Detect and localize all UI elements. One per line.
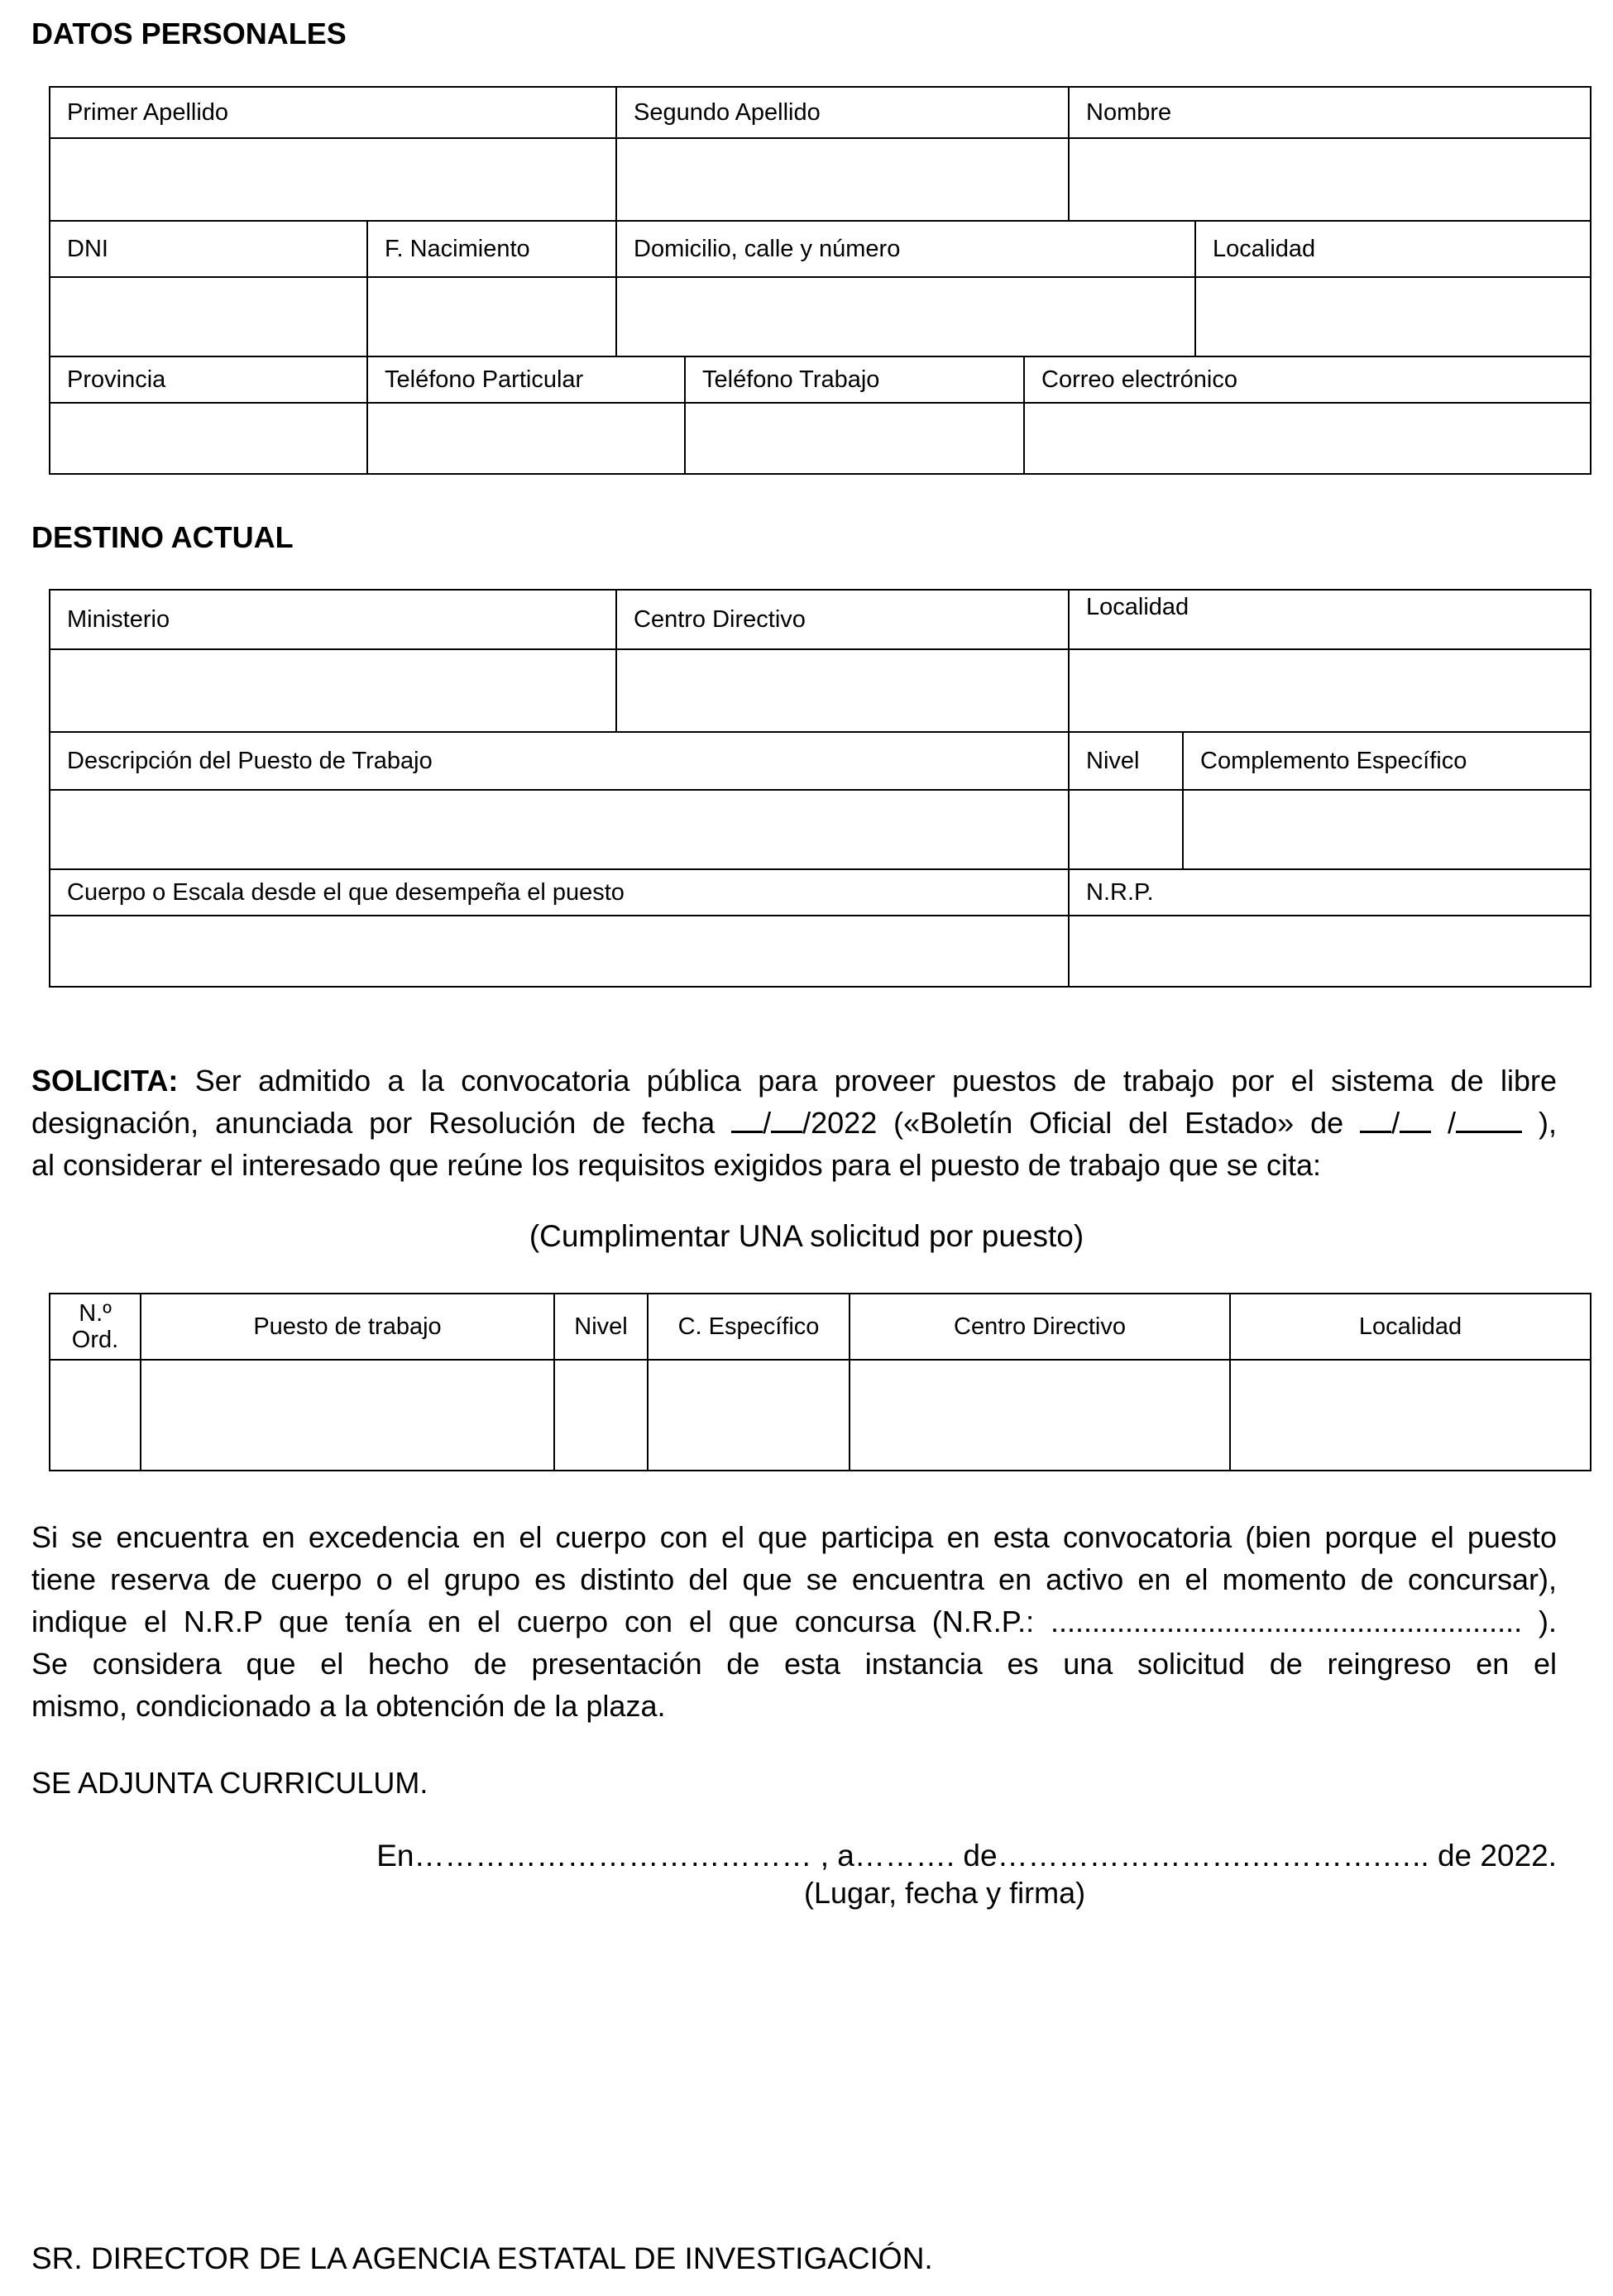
descripcion-label: Descripción del Puesto de Trabajo	[50, 732, 1069, 790]
solicita-text-2c: ),	[1538, 1106, 1557, 1140]
col-header-localidad: Localidad	[1230, 1294, 1591, 1360]
destino-heading: DESTINO ACTUAL	[31, 520, 294, 554]
localidad-label: Localidad	[1195, 221, 1591, 277]
solicitud-note: (Cumplimentar UNA solicitud por puesto)	[529, 1219, 1084, 1253]
excedencia-line-3: indique el N.R.P que tenía en el cuerpo con el que concursa (N.R.P.: ......................................................... ).	[31, 1605, 1557, 1638]
col-header-nivel: Nivel	[554, 1294, 648, 1360]
provincia-label: Provincia	[50, 356, 367, 403]
domicilio-field[interactable]	[616, 277, 1195, 356]
solicita-text-2a: designación, anunciada por Resolución de fecha	[31, 1106, 716, 1140]
correo-field[interactable]	[1024, 403, 1591, 474]
tel-trabajo-label: Teléfono Trabajo	[685, 356, 1024, 403]
puestos-table	[49, 1293, 1591, 1471]
destinatario: SR. DIRECTOR DE LA AGENCIA ESTATAL DE INVESTIGACIÓN.	[31, 2241, 933, 2275]
segundo-apellido-field[interactable]	[616, 138, 1069, 221]
col-header-c-especifico: C. Específico	[648, 1294, 850, 1360]
nivel-field[interactable]	[1069, 790, 1183, 869]
personal-heading: DATOS PERSONALES	[31, 17, 347, 50]
col-header-centro-directivo: Centro Directivo	[850, 1294, 1230, 1360]
domicilio-label: Domicilio, calle y número	[616, 221, 1195, 277]
fecha-mes-blank[interactable]	[771, 1131, 802, 1133]
destino-localidad-field[interactable]	[1069, 649, 1591, 732]
segundo-apellido-label: Segundo Apellido	[616, 87, 1069, 138]
destino-table	[49, 589, 1591, 988]
puesto-localidad-field[interactable]	[1230, 1360, 1591, 1471]
complemento-label: Complemento Específico	[1183, 732, 1591, 790]
solicita-line-2: designación, anunciada por Resolución de fecha / /2022 («Boletín Oficial del Estado» de / / ),	[31, 1106, 1557, 1140]
firma-caption: (Lugar, fecha y firma)	[804, 1876, 1086, 1910]
destino-localidad-label: Localidad	[1069, 590, 1591, 649]
nrp-field[interactable]	[1069, 916, 1591, 987]
boe-dia-blank[interactable]	[1360, 1131, 1391, 1133]
num-ord-field[interactable]	[50, 1360, 141, 1471]
col-header-num-ord: N.º Ord.	[50, 1294, 141, 1360]
nivel-label: Nivel	[1069, 732, 1183, 790]
curriculum-note: SE ADJUNTA CURRICULUM.	[31, 1766, 428, 1800]
f-nacimiento-label: F. Nacimiento	[367, 221, 616, 277]
excedencia-line-2: tiene reserva de cuerpo o el grupo es distinto del que se encuentra en activo en el momento de concursar),	[31, 1562, 1557, 1596]
centro-directivo-field[interactable]	[616, 649, 1069, 732]
col-header-puesto: Puesto de trabajo	[141, 1294, 554, 1360]
nombre-field[interactable]	[1069, 138, 1591, 221]
tel-particular-label: Teléfono Particular	[367, 356, 685, 403]
ministerio-label: Ministerio	[50, 590, 616, 649]
cuerpo-field[interactable]	[50, 916, 1069, 987]
boe-anio-blank[interactable]	[1456, 1131, 1522, 1133]
puesto-centro-directivo-field[interactable]	[850, 1360, 1230, 1471]
dni-field[interactable]	[50, 277, 367, 356]
personal-data-table	[49, 86, 1591, 357]
complemento-field[interactable]	[1183, 790, 1591, 869]
tel-trabajo-field[interactable]	[685, 403, 1024, 474]
localidad-field[interactable]	[1195, 277, 1591, 356]
cuerpo-label: Cuerpo o Escala desde el que desempeña el puesto	[50, 869, 1069, 916]
dni-label: DNI	[50, 221, 367, 277]
boe-mes-blank[interactable]	[1400, 1131, 1431, 1133]
primer-apellido-field[interactable]	[50, 138, 616, 221]
correo-label: Correo electrónico	[1024, 356, 1591, 403]
solicita-label: SOLICITA:	[31, 1064, 179, 1098]
primer-apellido-label: Primer Apellido	[50, 87, 616, 138]
solicita-line-1	[31, 1060, 1557, 1102]
puestos-input-row	[50, 1360, 1591, 1471]
tel-particular-field[interactable]	[367, 403, 685, 474]
excedencia-line-5: mismo, condicionado a la obtención de la plaza.	[31, 1689, 666, 1723]
firma-line: En………………………………… , a………. de…………………….………….….. de 2022.	[376, 1839, 1557, 1873]
excedencia-line-4: Se considera que el hecho de presentación de esta instancia es una solicitud de reingreso en el	[31, 1647, 1557, 1681]
nombre-label: Nombre	[1069, 87, 1591, 138]
puesto-field[interactable]	[141, 1360, 554, 1471]
solicita-line-3: al considerar el interesado que reúne los requisitos exigidos para el puesto de trabajo que se cita:	[31, 1148, 1321, 1182]
puesto-nivel-field[interactable]	[554, 1360, 648, 1471]
excedencia-paragraph	[31, 1516, 1557, 1727]
centro-directivo-label: Centro Directivo	[616, 590, 1069, 649]
solicita-text-1: Ser admitido a la convocatoria pública para proveer puestos de trabajo por el sistema de libre	[194, 1064, 1557, 1098]
descripcion-field[interactable]	[50, 790, 1069, 869]
puestos-header-row	[50, 1294, 1591, 1360]
ministerio-field[interactable]	[50, 649, 616, 732]
solicita-paragraph	[31, 1060, 1557, 1186]
fecha-dia-blank[interactable]	[731, 1131, 763, 1133]
c-especifico-field[interactable]	[648, 1360, 850, 1471]
contact-data-table	[49, 356, 1591, 475]
solicita-text-2b: /2022 («Boletín Oficial del Estado» de	[802, 1106, 1344, 1140]
nrp-label: N.R.P.	[1069, 869, 1591, 916]
excedencia-line-1: Si se encuentra en excedencia en el cuerpo con el que participa en esta convocatoria (bien porque el puesto	[31, 1520, 1557, 1554]
f-nacimiento-field[interactable]	[367, 277, 616, 356]
provincia-field[interactable]	[50, 403, 367, 474]
